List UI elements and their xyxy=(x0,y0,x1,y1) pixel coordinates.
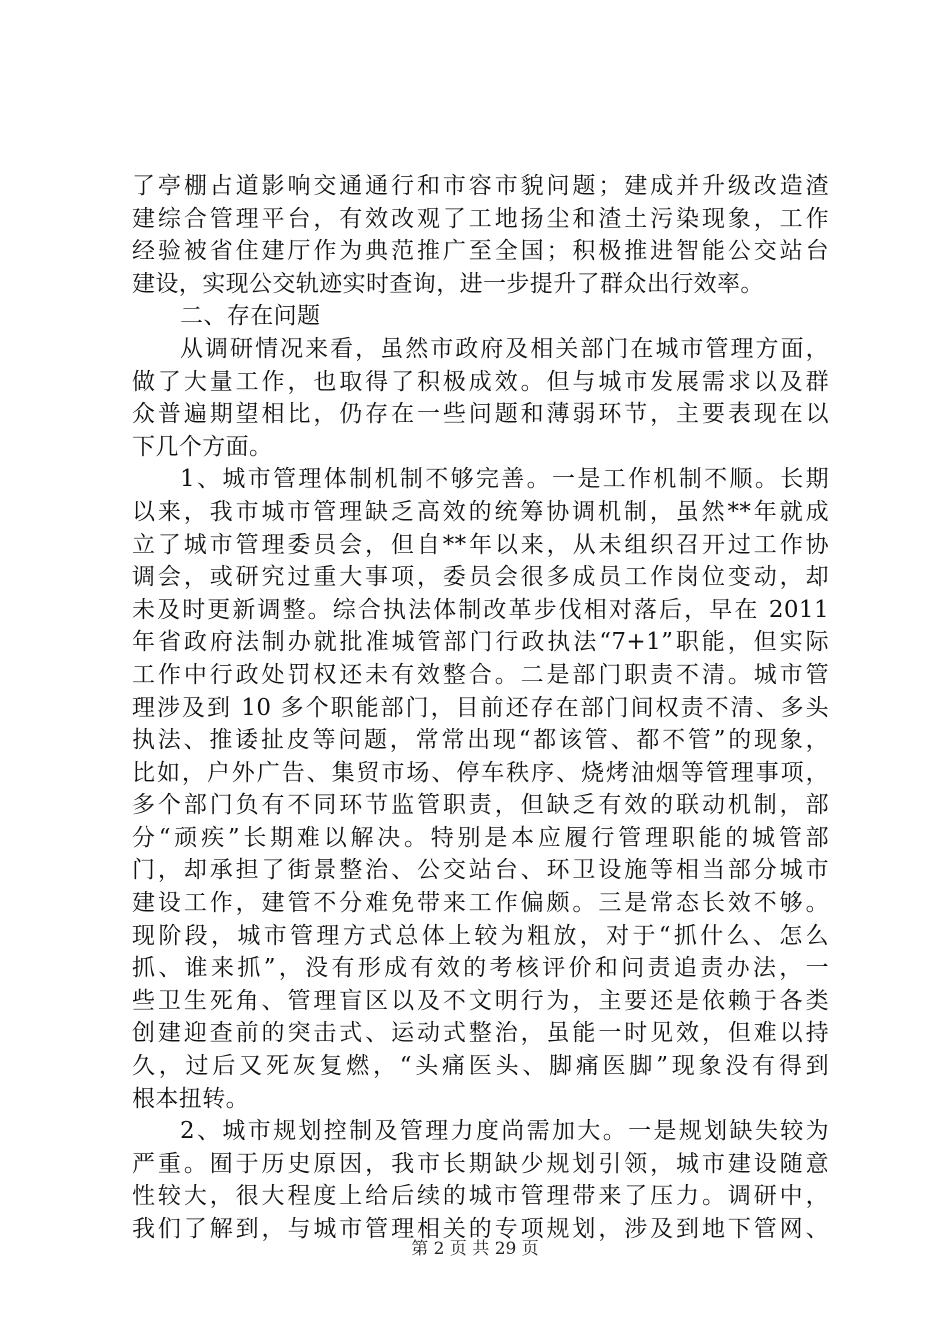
text-line: 工作中行政处罚权还未有效整合。二是部门职责不清。城市管 xyxy=(132,661,829,688)
text-line: 2、城市规划控制及管理力度尚需加大。一是规划缺失较为 xyxy=(180,1118,829,1145)
text-line: 下几个方面。 xyxy=(132,433,273,460)
text-line: 从调研情况来看，虽然市政府及相关部门在城市管理方面， xyxy=(180,335,829,362)
text-line: 现阶段，城市管理方式总体上较为粗放，对于“抓什么、怎么 xyxy=(132,922,829,949)
text-line: 门，却承担了街景整治、公交站台、环卫设施等相当部分城市 xyxy=(132,857,829,884)
text-line: 调会，或研究过重大事项，委员会很多成员工作岗位变动，却 xyxy=(132,564,829,591)
text-line: 根本扭转。 xyxy=(132,1085,249,1112)
text-line: 严重。囿于历史原因，我市长期缺少规划引领，城市建设随意 xyxy=(132,1150,829,1177)
text-line: 些卫生死角、管理盲区以及不文明行为，主要还是依赖于各类 xyxy=(132,987,829,1014)
text-line: 建设工作，建管不分难免带来工作偏颇。三是常态长效不够。 xyxy=(132,890,829,917)
text-line: 建设，实现公交轨迹实时查询，进一步提升了群众出行效率。 xyxy=(132,270,764,297)
text-line: 理涉及到 10 多个职能部门，目前还存在部门间权责不清、多头 xyxy=(132,694,829,721)
text-line: 执法、推诿扯皮等问题，常常出现“都该管、都不管”的现象， xyxy=(132,727,829,754)
document-body xyxy=(132,170,829,1246)
text-line: 做了大量工作，也取得了积极成效。但与城市发展需求以及群 xyxy=(132,368,829,395)
text-line: 久，过后又死灰复燃，“头痛医头、脚痛医脚”现象没有得到 xyxy=(132,1053,829,1080)
text-line: 我们了解到，与城市管理相关的专项规划，涉及到地下管网、 xyxy=(132,1216,829,1242)
text-line: 创建迎查前的突击式、运动式整治，虽能一时见效，但难以持 xyxy=(132,1020,829,1047)
text-line: 多个部门负有不同环节监管职责，但缺乏有效的联动机制，部 xyxy=(132,792,829,819)
page-number-footer: 第 2 页 共 29 页 xyxy=(411,1239,539,1259)
text-line: 性较大，很大程度上给后续的城市管理带来了压力。调研中， xyxy=(132,1183,829,1210)
text-line: 了亭棚占道影响交通通行和市容市貌问题；建成并升级改造渣 xyxy=(132,173,829,199)
text-line: 立了城市管理委员会，但自**年以来，从未组织召开过工作协 xyxy=(132,531,829,558)
text-line: 众普遍期望相比，仍存在一些问题和薄弱环节，主要表现在以 xyxy=(132,401,829,428)
text-line: 以来，我市城市管理缺乏高效的统筹协调机制，虽然**年就成 xyxy=(132,498,829,525)
text-line: 1、城市管理体制机制不够完善。一是工作机制不顺。长期 xyxy=(180,466,829,493)
text-line: 分“顽疾”长期难以解决。特别是本应履行管理职能的城管部 xyxy=(132,824,829,851)
text-line: 抓、谁来抓”，没有形成有效的考核评价和问责追责办法，一 xyxy=(132,955,829,982)
text-line: 未及时更新调整。综合执法体制改革步伐相对落后，早在 2011 xyxy=(132,596,829,623)
text-line: 建综合管理平台，有效改观了工地扬尘和渣土污染现象，工作 xyxy=(132,205,829,232)
section-heading: 二、存在问题 xyxy=(180,303,321,330)
text-line: 经验被省住建厅作为典范推广至全国；积极推进智能公交站台 xyxy=(132,238,829,265)
text-line: 比如，户外广告、集贸市场、停车秩序、烧烤油烟等管理事项， xyxy=(132,759,829,786)
text-line: 年省政府法制办就批准城管部门行政执法“7+1”职能，但实际 xyxy=(132,629,829,656)
